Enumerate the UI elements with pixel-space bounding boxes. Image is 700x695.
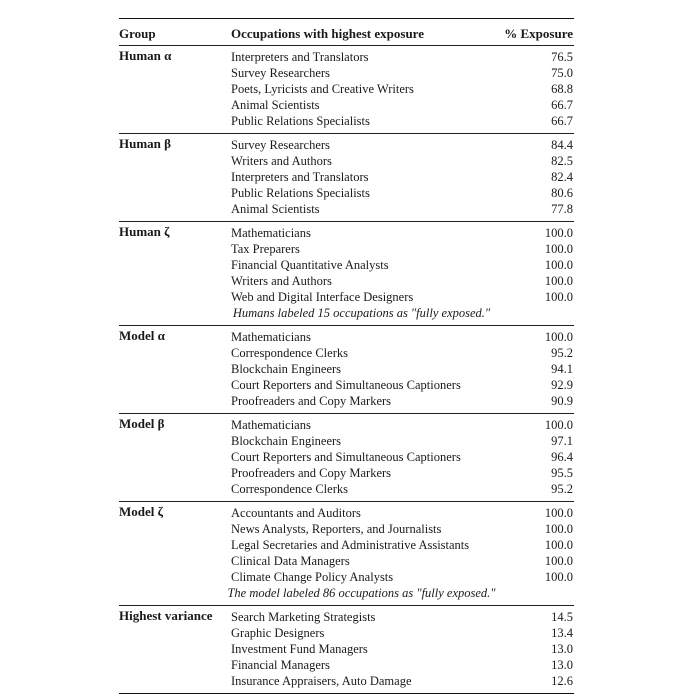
exposure-cell: 77.8 [551,202,573,216]
occupation-cell: Public Relations Specialists [231,186,370,200]
exposure-cell: 75.0 [551,66,573,80]
header-occupations: Occupations with highest exposure [231,26,424,41]
exposure-cell: 96.4 [551,450,573,464]
occupation-cell: Court Reporters and Simultaneous Captioners [231,378,461,392]
table-row [119,417,574,433]
exposure-cell: 100.0 [544,290,573,304]
exposure-cell: 92.9 [551,378,573,392]
group-block [119,46,574,133]
exposure-cell: 100.0 [544,522,573,536]
table-row [119,481,574,497]
table-row [119,65,574,81]
table-body [119,46,574,694]
exposure-cell: 95.5 [551,466,573,480]
occupation-cell: Mathematicians [231,226,311,240]
table-row [119,361,574,377]
group-block [119,502,574,605]
table-row [119,521,574,537]
exposure-cell: 95.2 [551,482,573,496]
exposure-cell: 80.6 [551,186,573,200]
table-row [119,273,574,289]
exposure-cell: 100.0 [544,274,573,288]
occupation-cell: Proofreaders and Copy Markers [231,466,392,480]
occupation-cell: Clinical Data Managers [231,554,350,568]
group-block [119,414,574,501]
exposure-cell: 100.0 [544,554,573,568]
occupation-cell: Search Marketing Strategists [231,610,376,624]
occupation-cell: Legal Secretaries and Administrative Assistants [231,538,470,552]
exposure-cell: 97.1 [551,434,573,448]
occupation-cell: Graphic Designers [231,626,325,640]
exposure-cell: 100.0 [544,330,573,344]
table-row [119,537,574,553]
occupation-cell: Writers and Authors [231,154,332,168]
occupation-cell: Proofreaders and Copy Markers [231,394,392,408]
table-row [119,505,574,521]
table-row [119,169,574,185]
occupation-cell: Insurance Appraisers, Auto Damage [231,674,412,688]
table-header [119,19,574,45]
exposure-cell: 100.0 [544,570,573,584]
group-label: Human α [119,48,172,63]
occupation-cell: Climate Change Policy Analysts [231,570,394,584]
table-row [119,329,574,345]
table-row [119,113,574,129]
group-block [119,606,574,693]
occupation-cell: Survey Researchers [231,138,330,152]
exposure-cell: 100.0 [544,506,573,520]
table-row [119,393,574,409]
occupation-cell: Court Reporters and Simultaneous Captioners [231,450,461,464]
table-row [119,609,574,625]
table-row [119,225,574,241]
occupation-cell: Animal Scientists [231,202,320,216]
group-block [119,134,574,221]
exposure-cell: 13.0 [551,642,573,656]
table-row [119,449,574,465]
group-label: Model ζ [119,504,164,519]
exposure-table [119,18,574,694]
occupation-cell: Tax Preparers [231,242,300,256]
exposure-cell: 90.9 [551,394,573,408]
header-exposure: % Exposure [504,26,573,41]
table-row [119,241,574,257]
exposure-cell: 84.4 [551,138,573,152]
occupation-cell: Survey Researchers [231,66,330,80]
occupation-cell: Blockchain Engineers [231,434,342,448]
exposure-cell: 66.7 [551,98,573,112]
group-note: Humans labeled 15 occupations as "fully exposed." [232,306,491,320]
occupation-cell: Correspondence Clerks [231,482,348,496]
exposure-cell: 14.5 [551,610,573,624]
occupation-cell: Accountants and Auditors [231,506,361,520]
occupation-cell: Writers and Authors [231,274,332,288]
table-row [119,201,574,217]
group-note: The model labeled 86 occupations as "fully exposed." [227,586,496,600]
occupation-cell: Financial Quantitative Analysts [231,258,389,272]
table-row [119,289,574,305]
occupation-cell: Investment Fund Managers [231,642,368,656]
table-row [119,569,574,585]
table-row [119,641,574,657]
table-row [119,153,574,169]
table-row [119,625,574,641]
table-row [119,185,574,201]
exposure-cell: 95.2 [551,346,573,360]
bottom-rule [119,693,574,694]
occupation-cell: Interpreters and Translators [231,50,369,64]
occupation-cell: Poets, Lyricists and Creative Writers [231,82,414,96]
exposure-cell: 100.0 [544,226,573,240]
occupation-cell: Animal Scientists [231,98,320,112]
exposure-cell: 82.5 [551,154,573,168]
table-row [119,345,574,361]
exposure-cell: 100.0 [544,258,573,272]
group-block [119,222,574,325]
group-label: Human ζ [119,224,170,239]
table-row [119,377,574,393]
occupation-cell: Correspondence Clerks [231,346,348,360]
exposure-cell: 82.4 [551,170,573,184]
group-block [119,326,574,413]
exposure-cell: 66.7 [551,114,573,128]
exposure-cell: 12.6 [551,674,573,688]
occupation-cell: News Analysts, Reporters, and Journalists [231,522,442,536]
occupation-cell: Web and Digital Interface Designers [231,290,414,304]
exposure-cell: 68.8 [551,82,573,96]
table-row [119,673,574,689]
table-row [119,657,574,673]
header-group: Group [119,26,156,41]
occupation-cell: Public Relations Specialists [231,114,370,128]
group-label: Highest variance [119,608,213,623]
group-label: Model α [119,328,165,343]
exposure-cell: 76.5 [551,50,573,64]
table-row [119,49,574,65]
occupation-cell: Interpreters and Translators [231,170,369,184]
occupation-cell: Mathematicians [231,418,311,432]
exposure-cell: 100.0 [544,538,573,552]
table-row [119,553,574,569]
table-row [119,465,574,481]
exposure-cell: 100.0 [544,418,573,432]
exposure-cell: 100.0 [544,242,573,256]
table-row [119,433,574,449]
table-row [119,97,574,113]
table-row [119,137,574,153]
occupation-cell: Financial Managers [231,658,330,672]
occupation-cell: Mathematicians [231,330,311,344]
table-row [119,81,574,97]
table-row [119,257,574,273]
group-label: Human β [119,136,171,151]
group-label: Model β [119,416,165,431]
exposure-cell: 13.4 [551,626,573,640]
exposure-cell: 94.1 [551,362,573,376]
occupation-cell: Blockchain Engineers [231,362,342,376]
exposure-cell: 13.0 [551,658,573,672]
